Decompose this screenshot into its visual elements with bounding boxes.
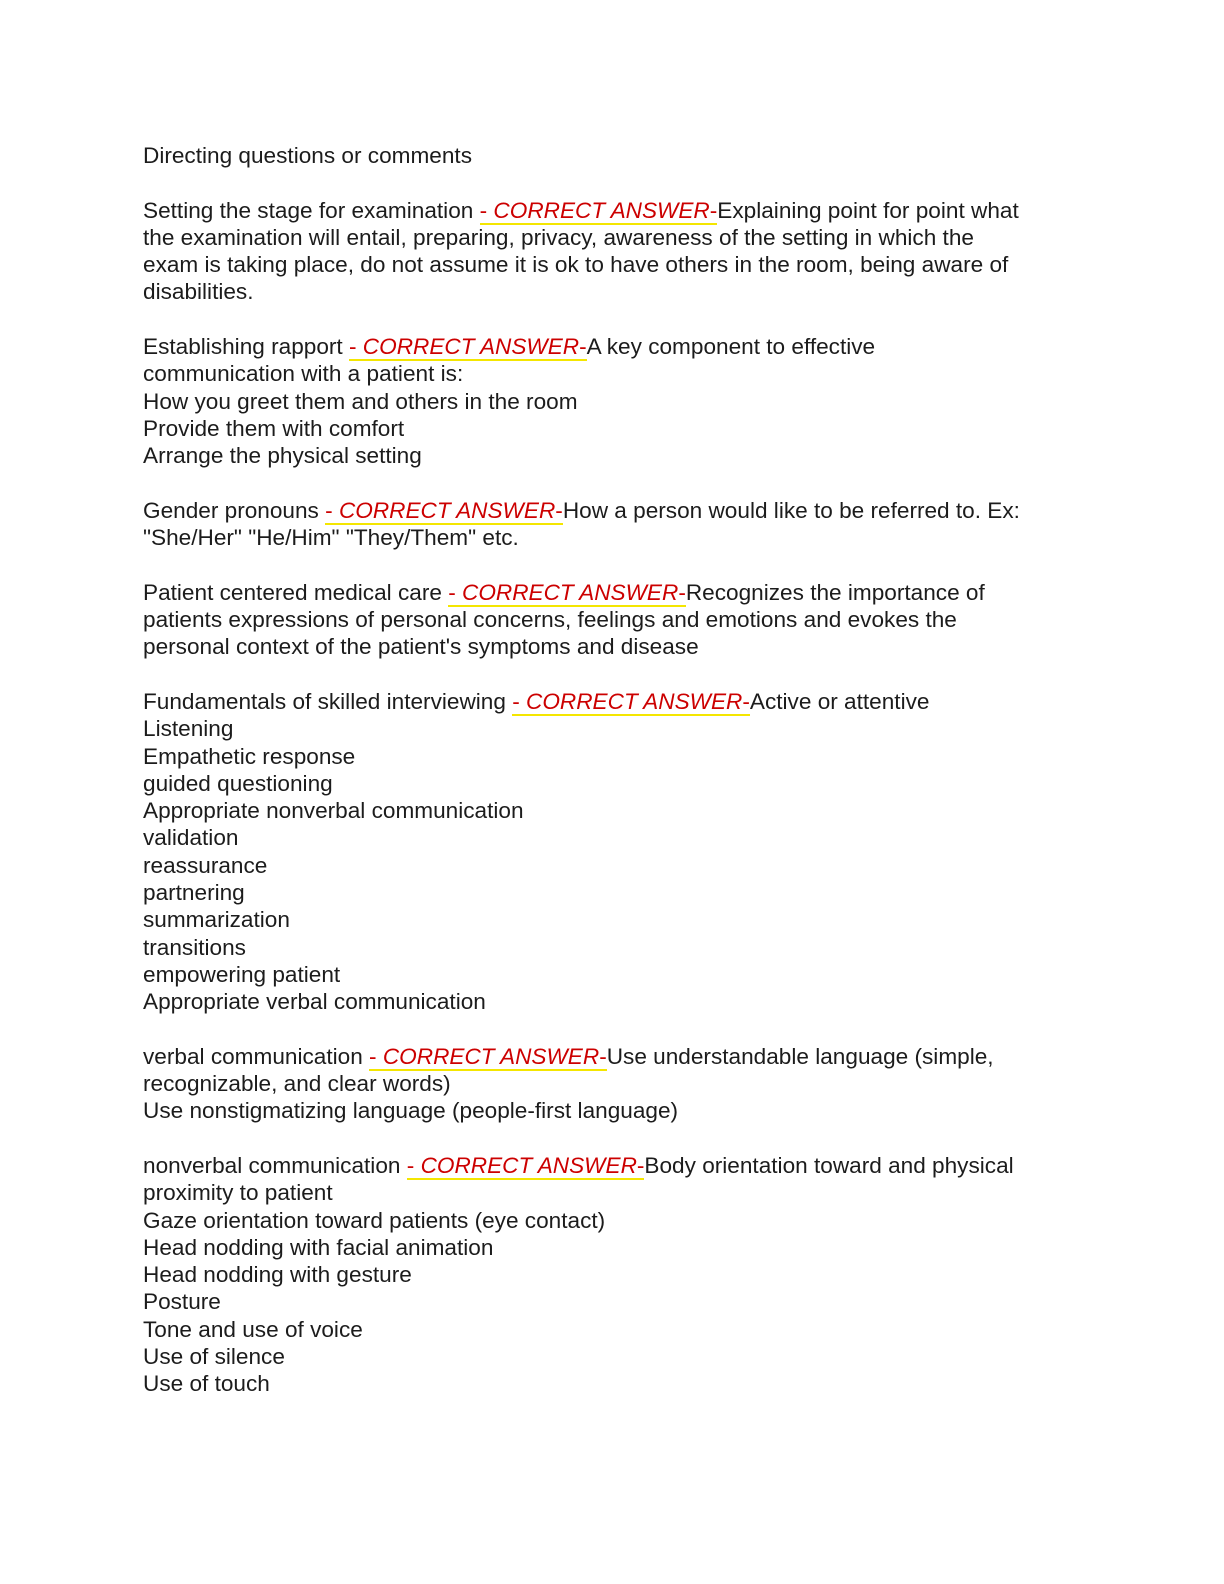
spacer: [143, 306, 1103, 333]
flashcard: [143, 579, 1103, 688]
spacer: [143, 169, 1103, 196]
flashcard-definition-line: disabilities.: [143, 279, 254, 305]
flashcard-definition-line: How you greet them and others in the room: [143, 388, 578, 414]
flashcard-definition-start: Active or attentive: [749, 688, 930, 714]
flashcard: [143, 333, 1103, 497]
flashcard-definition-line: Appropriate nonverbal communication: [143, 798, 524, 824]
flashcard-definition-line: Use nonstigmatizing language (people-first language): [143, 1098, 679, 1124]
spacer: [143, 1016, 1103, 1043]
flashcard-definition-start: How a person would like to be referred to. Ex:: [562, 497, 1020, 523]
flashcard-definition-line: summarization: [143, 907, 290, 933]
flashcard: [143, 688, 1103, 1043]
flashcard-definition-start: Explaining point for point what: [717, 197, 1019, 223]
flashcard-definition-line: Listening: [143, 716, 234, 742]
answer-label: CORRECT ANSWER: [420, 1152, 637, 1178]
flashcard-definition-line: personal context of the patient's symptoms and disease: [143, 634, 699, 660]
flashcard-first-line: [143, 197, 1103, 224]
flashcard-term: Establishing rapport: [143, 334, 343, 360]
answer-dash: -: [448, 579, 462, 605]
flashcard-definition-line: empowering patient: [143, 961, 341, 987]
flashcard-definition-line: Provide them with comfort: [143, 415, 405, 441]
flashcard-definition-line: reassurance: [143, 852, 268, 878]
flashcard-first-line: [143, 579, 1103, 606]
correct-answer-marker: [512, 689, 750, 716]
answer-dash: -: [512, 688, 527, 714]
flashcard-definition-line: Head nodding with facial animation: [143, 1234, 494, 1260]
flashcard-definition-line: transitions: [143, 934, 246, 960]
answer-trail-dash: -: [579, 334, 587, 360]
flashcard-definition-line: Use of silence: [143, 1344, 285, 1370]
flashcard-definition-line: Head nodding with gesture: [143, 1262, 412, 1288]
flashcard-term: Fundamentals of skilled interviewing: [143, 688, 506, 714]
answer-label: CORRECT ANSWER: [526, 688, 743, 714]
flashcard-definition-line: Gaze orientation toward patients (eye contact): [143, 1207, 606, 1233]
flashcard-definition-line: Appropriate verbal communication: [143, 989, 486, 1015]
flashcard-first-line: [143, 688, 1103, 715]
document-heading: Directing questions or comments: [143, 143, 472, 168]
flashcard-definition-line: communication with a patient is:: [143, 361, 464, 387]
flashcard: [143, 1043, 1103, 1152]
document-page: [143, 142, 1103, 1398]
correct-answer-marker: [448, 580, 686, 607]
answer-trail-dash: -: [555, 497, 563, 523]
flashcard-definition-line: guided questioning: [143, 770, 333, 796]
correct-answer-marker: [325, 498, 563, 525]
answer-dash: -: [369, 1043, 383, 1069]
flashcard-definition-line: patients expressions of personal concerns, feelings and emotions and evokes the: [143, 607, 957, 633]
flashcard-definition-line: Empathetic response: [143, 743, 356, 769]
correct-answer-marker: [369, 1044, 607, 1071]
flashcard-definition-line: Tone and use of voice: [143, 1316, 363, 1342]
flashcard-definition-start: Body orientation toward and physical: [644, 1152, 1014, 1178]
flashcard-definition-line: Arrange the physical setting: [143, 443, 422, 469]
flashcard-definition-line: proximity to patient: [143, 1180, 333, 1206]
answer-trail-dash: -: [678, 579, 686, 605]
flashcard-term: Patient centered medical care: [143, 579, 442, 605]
spacer: [143, 470, 1103, 497]
answer-trail-dash: -: [709, 197, 718, 223]
answer-trail-dash: -: [599, 1043, 607, 1069]
answer-dash: -: [479, 197, 494, 223]
answer-trail-dash: -: [742, 688, 750, 714]
flashcard-definition-line: recognizable, and clear words): [143, 1071, 451, 1097]
flashcard-term: nonverbal communication: [143, 1152, 401, 1178]
flashcard: [143, 197, 1103, 333]
answer-label: CORRECT ANSWER: [338, 497, 556, 523]
flashcard-definition-line: validation: [143, 825, 239, 851]
flashcard-term: Gender pronouns: [143, 497, 319, 523]
correct-answer-marker: [407, 1153, 645, 1180]
flashcard-definition-line: partnering: [143, 880, 245, 906]
flashcard-first-line: [143, 1043, 1103, 1070]
answer-label: CORRECT ANSWER: [493, 197, 710, 223]
spacer: [143, 661, 1103, 688]
flashcard: [143, 497, 1103, 579]
flashcard-definition-start: Recognizes the importance of: [685, 579, 985, 605]
answer-label: CORRECT ANSWER: [382, 1043, 600, 1069]
answer-dash: -: [348, 334, 363, 360]
correct-answer-marker: [349, 334, 587, 361]
flashcard-list: [143, 197, 1103, 1398]
flashcard-definition-line: "She/Her" "He/Him" "They/Them" etc.: [143, 525, 519, 551]
answer-trail-dash: -: [636, 1152, 645, 1178]
flashcard-first-line: [143, 1152, 1103, 1179]
flashcard-first-line: [143, 497, 1103, 524]
flashcard-term: Setting the stage for examination: [143, 197, 474, 223]
spacer: [143, 551, 1103, 578]
flashcard-definition-line: the examination will entail, preparing, privacy, awareness of the setting in which the: [143, 224, 974, 250]
flashcard: [143, 1152, 1103, 1398]
flashcard-definition-line: Use of touch: [143, 1371, 270, 1397]
spacer: [143, 1125, 1103, 1152]
flashcard-term: verbal communication: [143, 1043, 363, 1069]
flashcard-first-line: [143, 333, 1103, 360]
answer-dash: -: [406, 1152, 421, 1178]
flashcard-definition-start: Use understandable language (simple,: [606, 1043, 994, 1069]
correct-answer-marker: [480, 198, 718, 225]
flashcard-definition-line: Posture: [143, 1289, 221, 1315]
flashcard-definition-line: exam is taking place, do not assume it is ok to have others in the room, being aware of: [143, 252, 1009, 278]
answer-label: CORRECT ANSWER: [362, 334, 580, 360]
answer-label: CORRECT ANSWER: [462, 579, 679, 605]
flashcard-definition-start: A key component to effective: [586, 334, 876, 360]
answer-dash: -: [325, 497, 339, 523]
